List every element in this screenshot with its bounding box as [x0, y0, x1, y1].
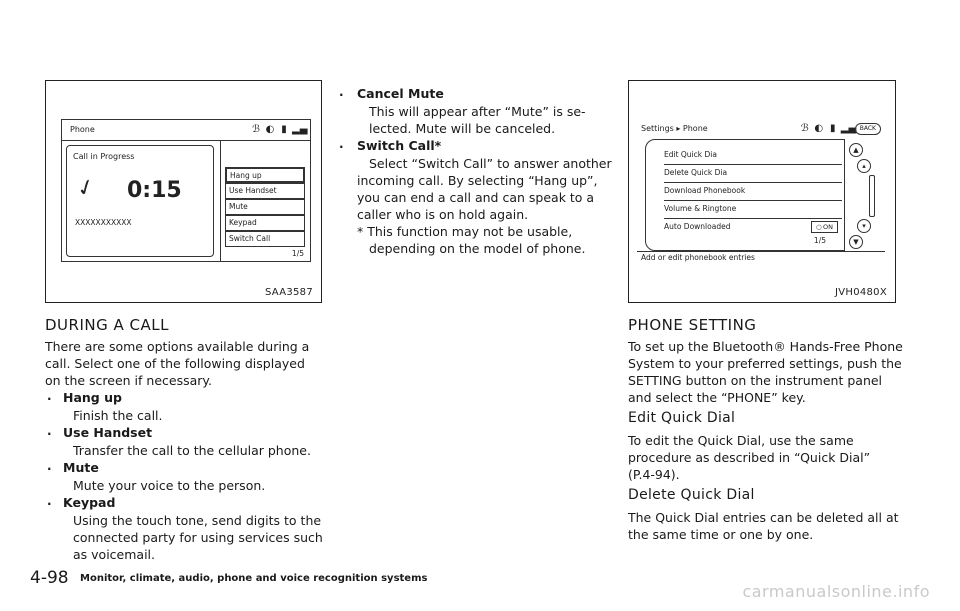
auto-download-toggle[interactable]: ○ ON — [811, 221, 838, 233]
paragraph-line: (P.4-94). — [628, 467, 680, 482]
option-footnote: * This function may not be usable, — [357, 224, 573, 239]
paragraph-line: To set up the Bluetooth® Hands-Free Phone — [628, 339, 903, 354]
watermark: carmanualsonline.info — [742, 582, 930, 601]
bullet-icon: . — [339, 85, 344, 99]
settings-list — [645, 139, 845, 251]
battery-icon: ▮ — [829, 123, 836, 134]
page-indicator: 1/5 — [813, 236, 826, 245]
paragraph-line: and select the “PHONE” key. — [628, 390, 806, 405]
bluetooth-icon: ℬ — [252, 124, 260, 135]
list-item[interactable]: Edit Quick Dia — [664, 146, 842, 165]
option-label: Switch Call* — [357, 138, 442, 153]
scroll-up-icon[interactable]: ▴ — [857, 159, 871, 173]
phone-screen — [61, 119, 311, 262]
list-item[interactable]: Download Phonebook — [664, 182, 842, 201]
option-description: This will appear after “Mute” is se- — [369, 104, 586, 119]
paragraph-line: call. Select one of the following displayed — [45, 356, 305, 371]
hang-up-button[interactable]: Hang up — [225, 167, 305, 183]
paragraph-line: The Quick Dial entries can be deleted all at — [628, 510, 899, 525]
scroll-controls — [849, 143, 879, 251]
option-label: Keypad — [63, 495, 116, 510]
handset-icon: ✓ — [73, 173, 100, 204]
keypad-button[interactable]: Keypad — [225, 215, 305, 231]
list-item[interactable]: Volume & Ringtone — [664, 200, 842, 219]
paragraph-line: SETTING button on the instrument panel — [628, 373, 883, 388]
phone-status-icon: ◐ — [814, 123, 824, 134]
option-description: incoming call. By selecting “Hang up”, — [357, 173, 598, 188]
settings-screen — [637, 119, 885, 262]
option-label: Mute — [63, 460, 99, 475]
settings-title: Settings ▸ Phone — [641, 124, 708, 133]
section-heading: DURING A CALL — [45, 316, 169, 334]
option-description: connected party for using services such — [73, 530, 323, 545]
option-label: Hang up — [63, 390, 122, 405]
list-item[interactable]: Auto Downloaded ○ ON — [664, 218, 842, 236]
paragraph-line: To edit the Quick Dial, use the same — [628, 433, 854, 448]
paragraph-line: the same time or one by one. — [628, 527, 814, 542]
figure-phone-settings — [628, 80, 896, 303]
switch-call-button[interactable]: Switch Call — [225, 231, 305, 247]
option-description: Select “Switch Call” to answer another — [369, 156, 612, 171]
option-description: Using the touch tone, send digits to the — [73, 513, 322, 528]
bluetooth-icon: ℬ — [800, 123, 809, 134]
scroll-bottom-icon[interactable]: ▼ — [849, 235, 863, 249]
option-description: caller who is on hold again. — [357, 207, 529, 222]
paragraph-line: on the screen if necessary. — [45, 373, 212, 388]
mute-button[interactable]: Mute — [225, 199, 305, 215]
scroll-top-icon[interactable]: ▲ — [849, 143, 863, 157]
call-panel-title: Call in Progress — [73, 152, 135, 161]
bullet-icon: . — [339, 137, 344, 151]
figure-code: SAA3587 — [264, 287, 313, 298]
scroll-down-icon[interactable]: ▾ — [857, 219, 871, 233]
status-icons — [250, 123, 308, 137]
settings-header — [637, 119, 885, 139]
option-label: Cancel Mute — [357, 86, 444, 101]
scrollbar[interactable] — [869, 175, 875, 217]
bullet-icon: . — [47, 459, 52, 473]
status-bar: Add or edit phonebook entries — [637, 251, 885, 262]
options-divider — [220, 141, 221, 261]
page-indicator: 1/5 — [291, 249, 304, 258]
screen-header — [62, 120, 310, 141]
footer-title: Monitor, climate, audio, phone and voice recognition systems — [80, 573, 428, 584]
section-heading: PHONE SETTING — [628, 316, 757, 334]
bullet-icon: . — [47, 389, 52, 403]
use-handset-button[interactable]: Use Handset — [225, 183, 305, 199]
option-description: as voicemail. — [73, 547, 155, 562]
option-description: Mute your voice to the person. — [73, 478, 266, 493]
subsection-heading: Delete Quick Dial — [628, 487, 755, 503]
phone-status-icon: ◐ — [265, 124, 275, 135]
call-panel — [66, 145, 214, 257]
figure-call-in-progress — [45, 80, 322, 303]
battery-icon: ▮ — [281, 124, 287, 135]
list-item[interactable]: Delete Quick Dia — [664, 164, 842, 183]
caller-number: XXXXXXXXXXX — [75, 218, 132, 227]
option-description: lected. Mute will be canceled. — [369, 121, 556, 136]
option-footnote: depending on the model of phone. — [369, 241, 586, 256]
option-label: Use Handset — [63, 425, 153, 440]
option-description: Finish the call. — [73, 408, 163, 423]
figure-code: JVH0480X — [834, 287, 887, 298]
option-description: you can end a call and can speak to a — [357, 190, 595, 205]
paragraph-line: There are some options available during a — [45, 339, 310, 354]
signal-icon: ▂▄ — [292, 124, 308, 135]
status-icons — [799, 122, 881, 136]
subsection-heading: Edit Quick Dial — [628, 410, 736, 426]
bullet-icon: . — [47, 494, 52, 508]
signal-icon: ▂▄ — [840, 123, 857, 134]
back-button[interactable]: BACK — [855, 123, 881, 135]
paragraph-line: procedure as described in “Quick Dial” — [628, 450, 871, 465]
page-number: 4-98 — [30, 568, 69, 588]
call-timer: 0:15 — [127, 178, 182, 203]
bullet-icon: . — [47, 424, 52, 438]
screen-title: Phone — [70, 125, 95, 134]
option-description: Transfer the call to the cellular phone. — [73, 443, 311, 458]
paragraph-line: System to your preferred settings, push the — [628, 356, 902, 371]
